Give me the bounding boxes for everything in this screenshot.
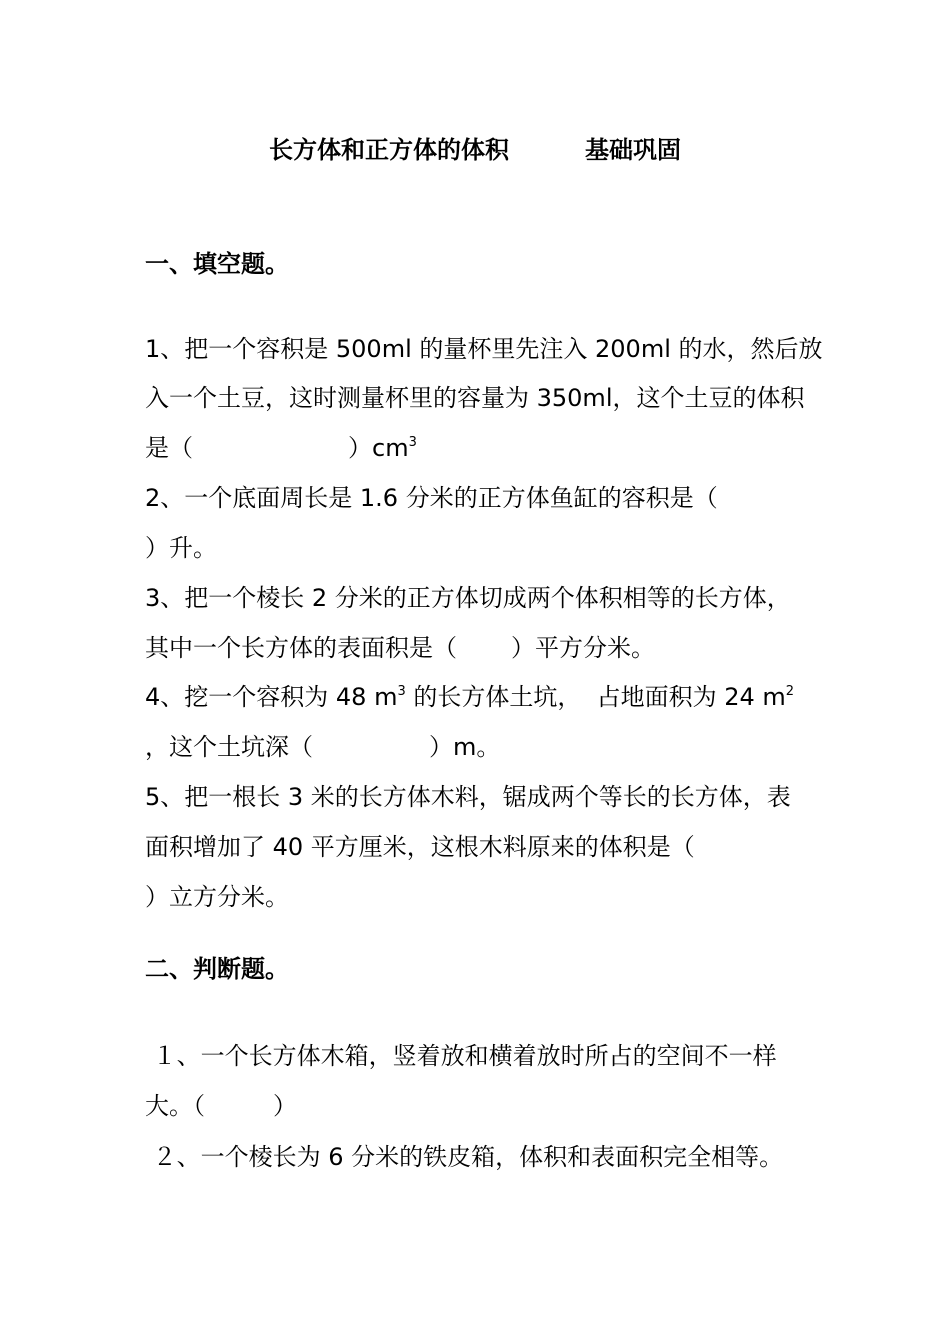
question-1-line-3 bbox=[145, 428, 417, 468]
judge-1-line-1: １、一个长方体木箱，竖着放和横着放时所占的空间不一样 bbox=[145, 1042, 777, 1070]
question-5-line-1: 5、把一根长 3 米的长方体木料，锯成两个等长的长方体，表 bbox=[145, 783, 791, 811]
question-3-unit: ）平方分米。 bbox=[511, 634, 655, 662]
question-4-text-3: ，这个土坑深（ bbox=[145, 733, 313, 761]
question-5-line-3: ）立方分米。 bbox=[145, 883, 289, 911]
question-1-unit: ）cm bbox=[348, 434, 409, 462]
question-1-line-1: 1、把一个容积是 500ml 的量杯里先注入 200ml 的水，然后放 bbox=[145, 335, 823, 363]
question-4-unit: ）m。 bbox=[429, 733, 501, 761]
question-4-text-2: 的长方体土坑， 占地面积为 24 m bbox=[405, 683, 786, 711]
superscript: 3 bbox=[397, 684, 406, 699]
question-4-line-1 bbox=[145, 677, 794, 717]
question-4-text-1: 4、挖一个容积为 48 m bbox=[145, 683, 398, 711]
question-1-blank-open: 是（ bbox=[145, 434, 193, 462]
question-1-line-2: 入一个土豆，这时测量杯里的容量为 350ml，这个土豆的体积 bbox=[145, 384, 805, 412]
judge-2-line-1: ２、一个棱长为 6 分米的铁皮箱，体积和表面积完全相等。 bbox=[145, 1143, 784, 1171]
question-2-line-2: ）升。 bbox=[145, 534, 217, 562]
section-heading-true-false: 二、判断题。 bbox=[145, 955, 289, 983]
title-sub: 基础巩固 bbox=[585, 136, 681, 164]
superscript: 3 bbox=[408, 435, 417, 450]
question-4-line-2 bbox=[145, 727, 500, 767]
superscript: 2 bbox=[785, 684, 795, 699]
question-3-line-2 bbox=[145, 628, 655, 668]
page-title bbox=[0, 128, 950, 172]
judge-1-text: 大。（ bbox=[145, 1092, 205, 1120]
section-heading-fill-in: 一、填空题。 bbox=[145, 250, 289, 278]
question-3-line-1: 3、把一个棱长 2 分米的正方体切成两个体积相等的长方体， bbox=[145, 584, 791, 612]
question-2-line-1: 2、一个底面周长是 1.6 分米的正方体鱼缸的容积是（ bbox=[145, 484, 718, 512]
judge-1-line-2 bbox=[145, 1086, 297, 1126]
title-main: 长方体和正方体的体积 bbox=[269, 136, 509, 164]
question-3-text: 其中一个长方体的表面积是（ bbox=[145, 634, 457, 662]
judge-1-close: ） bbox=[273, 1092, 297, 1120]
question-5-line-2: 面积增加了 40 平方厘米，这根木料原来的体积是（ bbox=[145, 833, 695, 861]
